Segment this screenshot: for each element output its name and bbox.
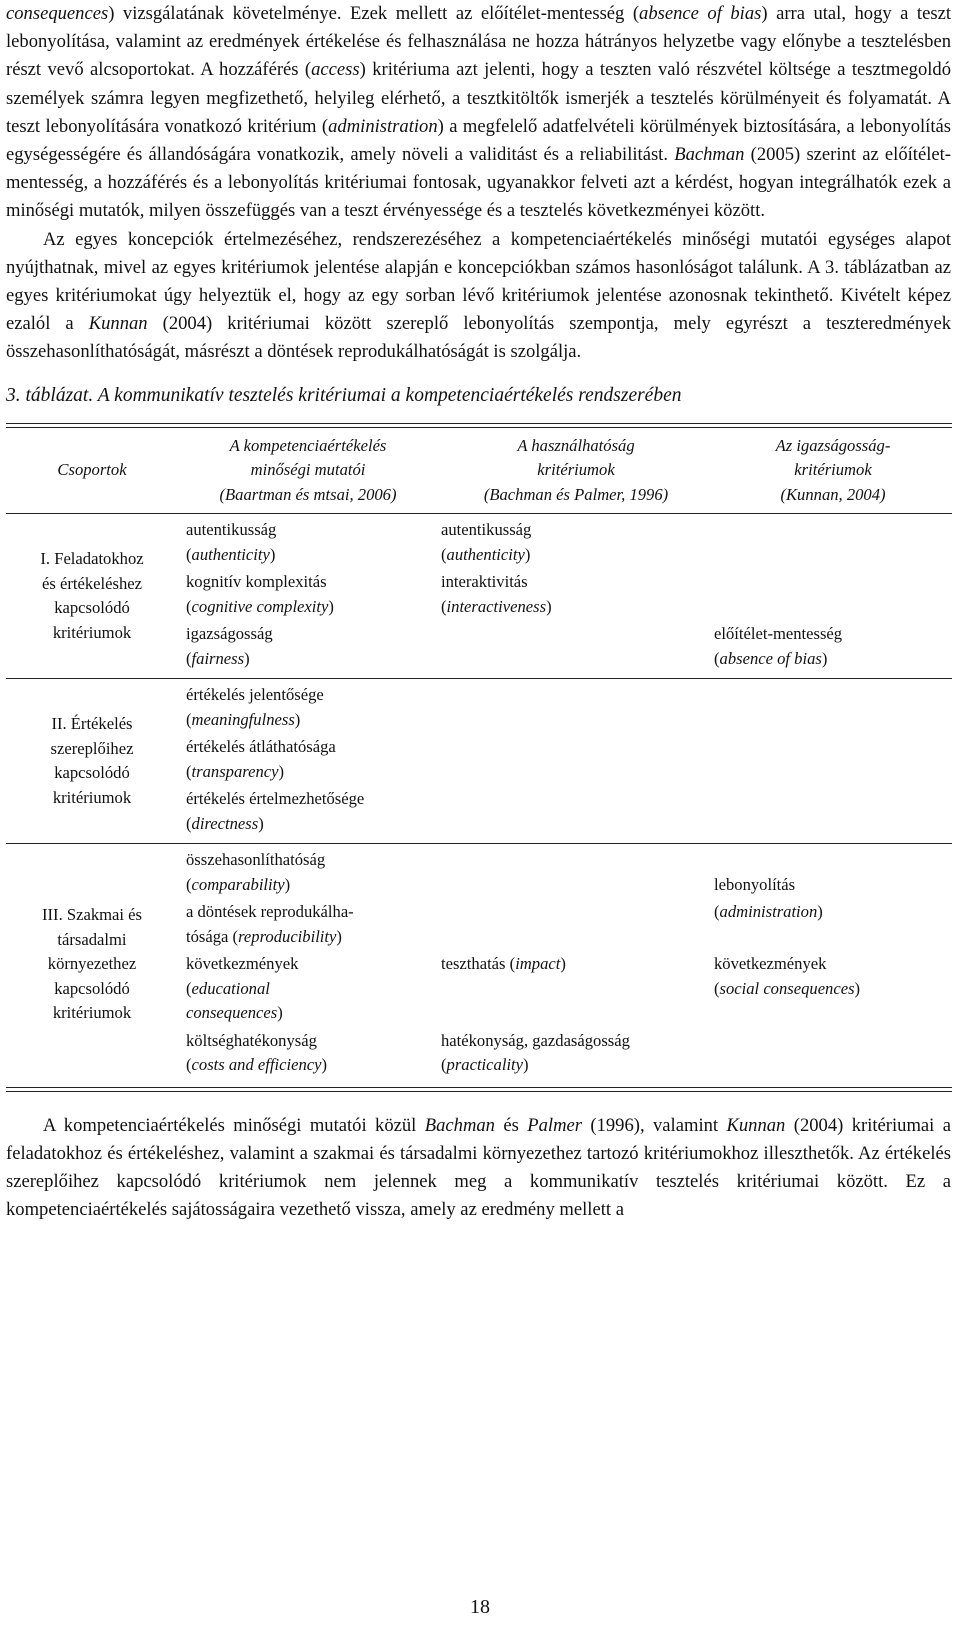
table-row: [178, 622, 952, 674]
text-run: consequences: [6, 3, 109, 24]
table-cell: [438, 900, 714, 949]
header-line: (Baartman és mtsai, 2006): [219, 484, 397, 504]
group-label: [6, 848, 178, 1081]
header-line: Csoportok: [57, 460, 127, 480]
table-cell: [178, 570, 438, 619]
table-cell: [178, 787, 438, 836]
text-run: (2004) kritériumai a feladatokhoz és értékeléshez, valamint a szakmai és társadalmi környezethez tartozó kritériumokhoz illeszthetők. Az értékelés szereplőihez kapcsolódó kritériumok nem jelennek meg a kommunikatív tesztelés kritériumai között. Ez a kompetenciaértékelés sajátosságaira vezethető vissza, amely az eredmény mellett a: [6, 1114, 951, 1221]
text-run: (2004) kritériumai között szereplő lebonyolítás szempontja, mely egyrészt a teszteredmények összehasonlíthatóságát, másrészt a döntések reprodukálhatóságát is szolgálja.: [6, 313, 952, 363]
text-run: Kunnan: [726, 1114, 786, 1136]
cell-line: (fairness): [186, 648, 250, 668]
cell-line: (social consequences): [714, 978, 861, 998]
table-group-1: [6, 513, 952, 678]
table-group-3: [6, 843, 952, 1087]
text-run: ) vizsgálatának követelménye. Ezek mellett az előítélet-mentesség (: [108, 3, 640, 24]
group-label-line: kapcsolódó: [54, 763, 130, 783]
text-run: absence of bias: [639, 3, 762, 24]
cell-line: (absence of bias): [714, 648, 828, 668]
cell-line: következmények: [186, 954, 299, 974]
cell-line: (practicality): [441, 1055, 529, 1075]
header-line: (Bachman és Palmer, 1996): [483, 484, 669, 504]
group-label-line: kritériumok: [52, 787, 132, 807]
text-run: administration: [328, 115, 438, 137]
text-run: Kunnan: [88, 313, 148, 335]
group-label-line: szereplőihez: [50, 738, 134, 758]
cell-line: hatékonyság, gazdaságosság: [441, 1030, 630, 1050]
group-label-line: III. Szakmai és: [42, 905, 142, 925]
header-line: A használhatóság: [517, 435, 635, 455]
table-caption: [6, 383, 951, 409]
table-row: [178, 683, 952, 735]
cell-line: értékelés értelmezhetősége: [186, 789, 365, 809]
table-row: [178, 518, 952, 570]
cell-line: (directness): [186, 813, 264, 833]
table-cell: [178, 900, 438, 949]
caption-number: 3. táblázat.: [6, 384, 94, 406]
table-cell: [438, 622, 714, 671]
table-row: [178, 735, 952, 787]
text-run: ) kritériuma azt jelenti, hogy a teszten való részvétel költsége a tesztmegoldó személyek számra legyen megfizethető, helyileg elérhető, a tesztkitöltők ismerjék a tesztelés körülményeit és folyamatát. A teszt lebonyolítására vonatkozó kritérium (: [6, 59, 951, 137]
cell-line: értékelés átláthatósága: [186, 737, 336, 757]
cell-line: (educational: [186, 978, 270, 998]
paragraph-2: [6, 226, 951, 367]
text-run: ) a megfelelő adatfelvételi körülmények biztosítására, a lebonyolítás egységességére és állandóságára vonatkozik, amely növeli a validitást és a reliabilitást.: [6, 115, 951, 166]
cell-line: autentikusság: [441, 520, 532, 540]
group-label-line: kapcsolódó: [54, 598, 130, 618]
cell-line: előítélet-mentesség: [714, 624, 843, 644]
table-cell: [714, 570, 952, 619]
table-cell: [178, 518, 438, 567]
text-run: Bachman: [674, 144, 745, 166]
table-cell: [714, 787, 952, 836]
group-label-line: I. Feladatokhoz: [40, 549, 144, 569]
cell-line: interaktivitás: [441, 572, 528, 592]
paragraph-3: [6, 1112, 951, 1225]
table-row: [178, 848, 952, 900]
table-cell: [178, 952, 438, 1026]
table-row: [178, 952, 952, 1029]
table-cell: [714, 622, 952, 671]
header-cell: [714, 428, 952, 514]
table-cell: [438, 1029, 714, 1078]
text-run: A kompetenciaértékelés minőségi mutatói közül: [43, 1114, 425, 1136]
header-cell: [6, 428, 178, 514]
table-cell: [714, 952, 952, 1026]
text-run: Az egyes koncepciók értelmezéséhez, rendszerezéséhez a kompetenciaértékelés minőségi mutatói egységes alapot nyújthatnak, mivel az egyes kritériumok jelentése alapján e koncepciókban számos hasonlóságot találunk. A 3. táblázatban az egyes kritériumokat úgy helyeztük el, hogy az egy sorban lévő kritériumok jelentése azonosnak tekinthető. Kivételt képez ezalól a: [6, 228, 951, 335]
cell-line: (comparability): [186, 874, 291, 894]
table-cell: [438, 787, 714, 836]
table-cell: [714, 1029, 952, 1078]
cell-line: következmények: [714, 954, 827, 974]
group-label-line: környezethez: [47, 954, 137, 974]
cell-line: kognitív komplexitás: [186, 572, 327, 592]
cell-line: (authenticity): [441, 544, 531, 564]
cell-line: consequences): [186, 1003, 283, 1023]
group-label-line: társadalmi: [57, 929, 127, 949]
table-cell: [438, 952, 714, 1026]
group-label-line: kritériumok: [52, 1003, 132, 1023]
cell-line: tósága (reproducibility): [186, 926, 342, 946]
header-line: minőségi mutatói: [250, 460, 366, 480]
table-cell: [438, 518, 714, 567]
table-cell: [714, 735, 952, 784]
table-row: [178, 570, 952, 622]
cell-line: (costs and efficiency): [186, 1055, 328, 1075]
cell-line: (transparency): [186, 761, 285, 781]
cell-line: autentikusság: [186, 520, 277, 540]
caption-text: A kommunikatív tesztelés kritériumai a kompetenciaértékelés rendszerében: [97, 384, 682, 406]
cell-line: (interactiveness): [441, 596, 552, 616]
table-bottom-rule: [6, 1087, 952, 1092]
document-page: [6, 0, 951, 1224]
table-cell: [178, 683, 438, 732]
header-line: kritériumok: [537, 460, 615, 480]
cell-line: (meaningfulness): [186, 709, 301, 729]
table-cell: [178, 735, 438, 784]
text-run: access: [311, 59, 360, 81]
group-label-line: kritériumok: [52, 622, 132, 642]
group-label-line: II. Értékelés: [51, 714, 133, 734]
cell-line: (cognitive complexity): [186, 596, 334, 616]
cell-line: (authenticity): [186, 544, 276, 564]
cell-line: összehasonlíthatóság: [186, 850, 326, 870]
text-run: (1996), valamint: [582, 1114, 727, 1136]
table-cell: [714, 518, 952, 567]
cell-line: lebonyolítás: [714, 874, 796, 894]
header-line: kritériumok: [794, 460, 872, 480]
table-cell: [438, 848, 714, 897]
header-cell: [178, 428, 438, 514]
group-label-line: kapcsolódó: [54, 978, 130, 998]
cell-line: a döntések reprodukálha-: [186, 902, 354, 922]
paragraph-1: [6, 0, 951, 226]
text-run: ) arra utal, hogy a teszt lebonyolítása, valamint az eredmények értékelése és felhasználása ne hozza hátrányos helyzetbe vagy előnybe a tesztelésben részt vevő alcsoportokat. A hozzáférés (: [6, 3, 951, 81]
table-cell: [714, 848, 952, 897]
header-line: A kompetenciaértékelés: [229, 435, 387, 455]
cell-line: igazságosság: [186, 624, 273, 644]
cell-line: [714, 848, 952, 873]
text-run: Bachman: [424, 1114, 495, 1136]
text-run: Palmer: [527, 1114, 582, 1136]
group-label-line: és értékeléshez: [42, 573, 142, 593]
table-cell: [178, 1029, 438, 1078]
table-cell: [178, 622, 438, 671]
page-number: 18: [470, 1596, 490, 1618]
text-run: és: [494, 1114, 528, 1136]
table-group-2: [6, 678, 952, 843]
table-row: [178, 787, 952, 839]
table-cell: [178, 848, 438, 897]
criteria-table: [6, 423, 952, 1092]
table-cell: [438, 570, 714, 619]
table-cell: [438, 683, 714, 732]
cell-line: értékelés jelentősége: [186, 685, 324, 705]
table-header: [6, 428, 952, 514]
cell-line: teszthatás (impact): [441, 954, 566, 974]
table-cell: [714, 683, 952, 732]
text-run: (2005) szerint az előítélet-mentesség, a hozzáférés és a lebonyolítás kritériumai fontosak, ugyanakkor felveti azt a kérdést, hogyan integrálhatók ezek a minőségi mutatók, milyen összefüggés van a teszt érvényessége és a tesztelés következményei között.: [6, 144, 951, 222]
header-cell: [438, 428, 714, 514]
table-row: [178, 1029, 952, 1081]
cell-line: költséghatékonyság: [186, 1030, 317, 1050]
table-cell: [438, 735, 714, 784]
header-line: (Kunnan, 2004): [780, 484, 886, 504]
group-label: [6, 518, 178, 674]
cell-line: (administration): [714, 902, 823, 922]
table-cell: [714, 900, 952, 949]
header-line: Az igazságosság-: [775, 435, 891, 455]
table-row: [178, 900, 952, 952]
group-label: [6, 683, 178, 839]
